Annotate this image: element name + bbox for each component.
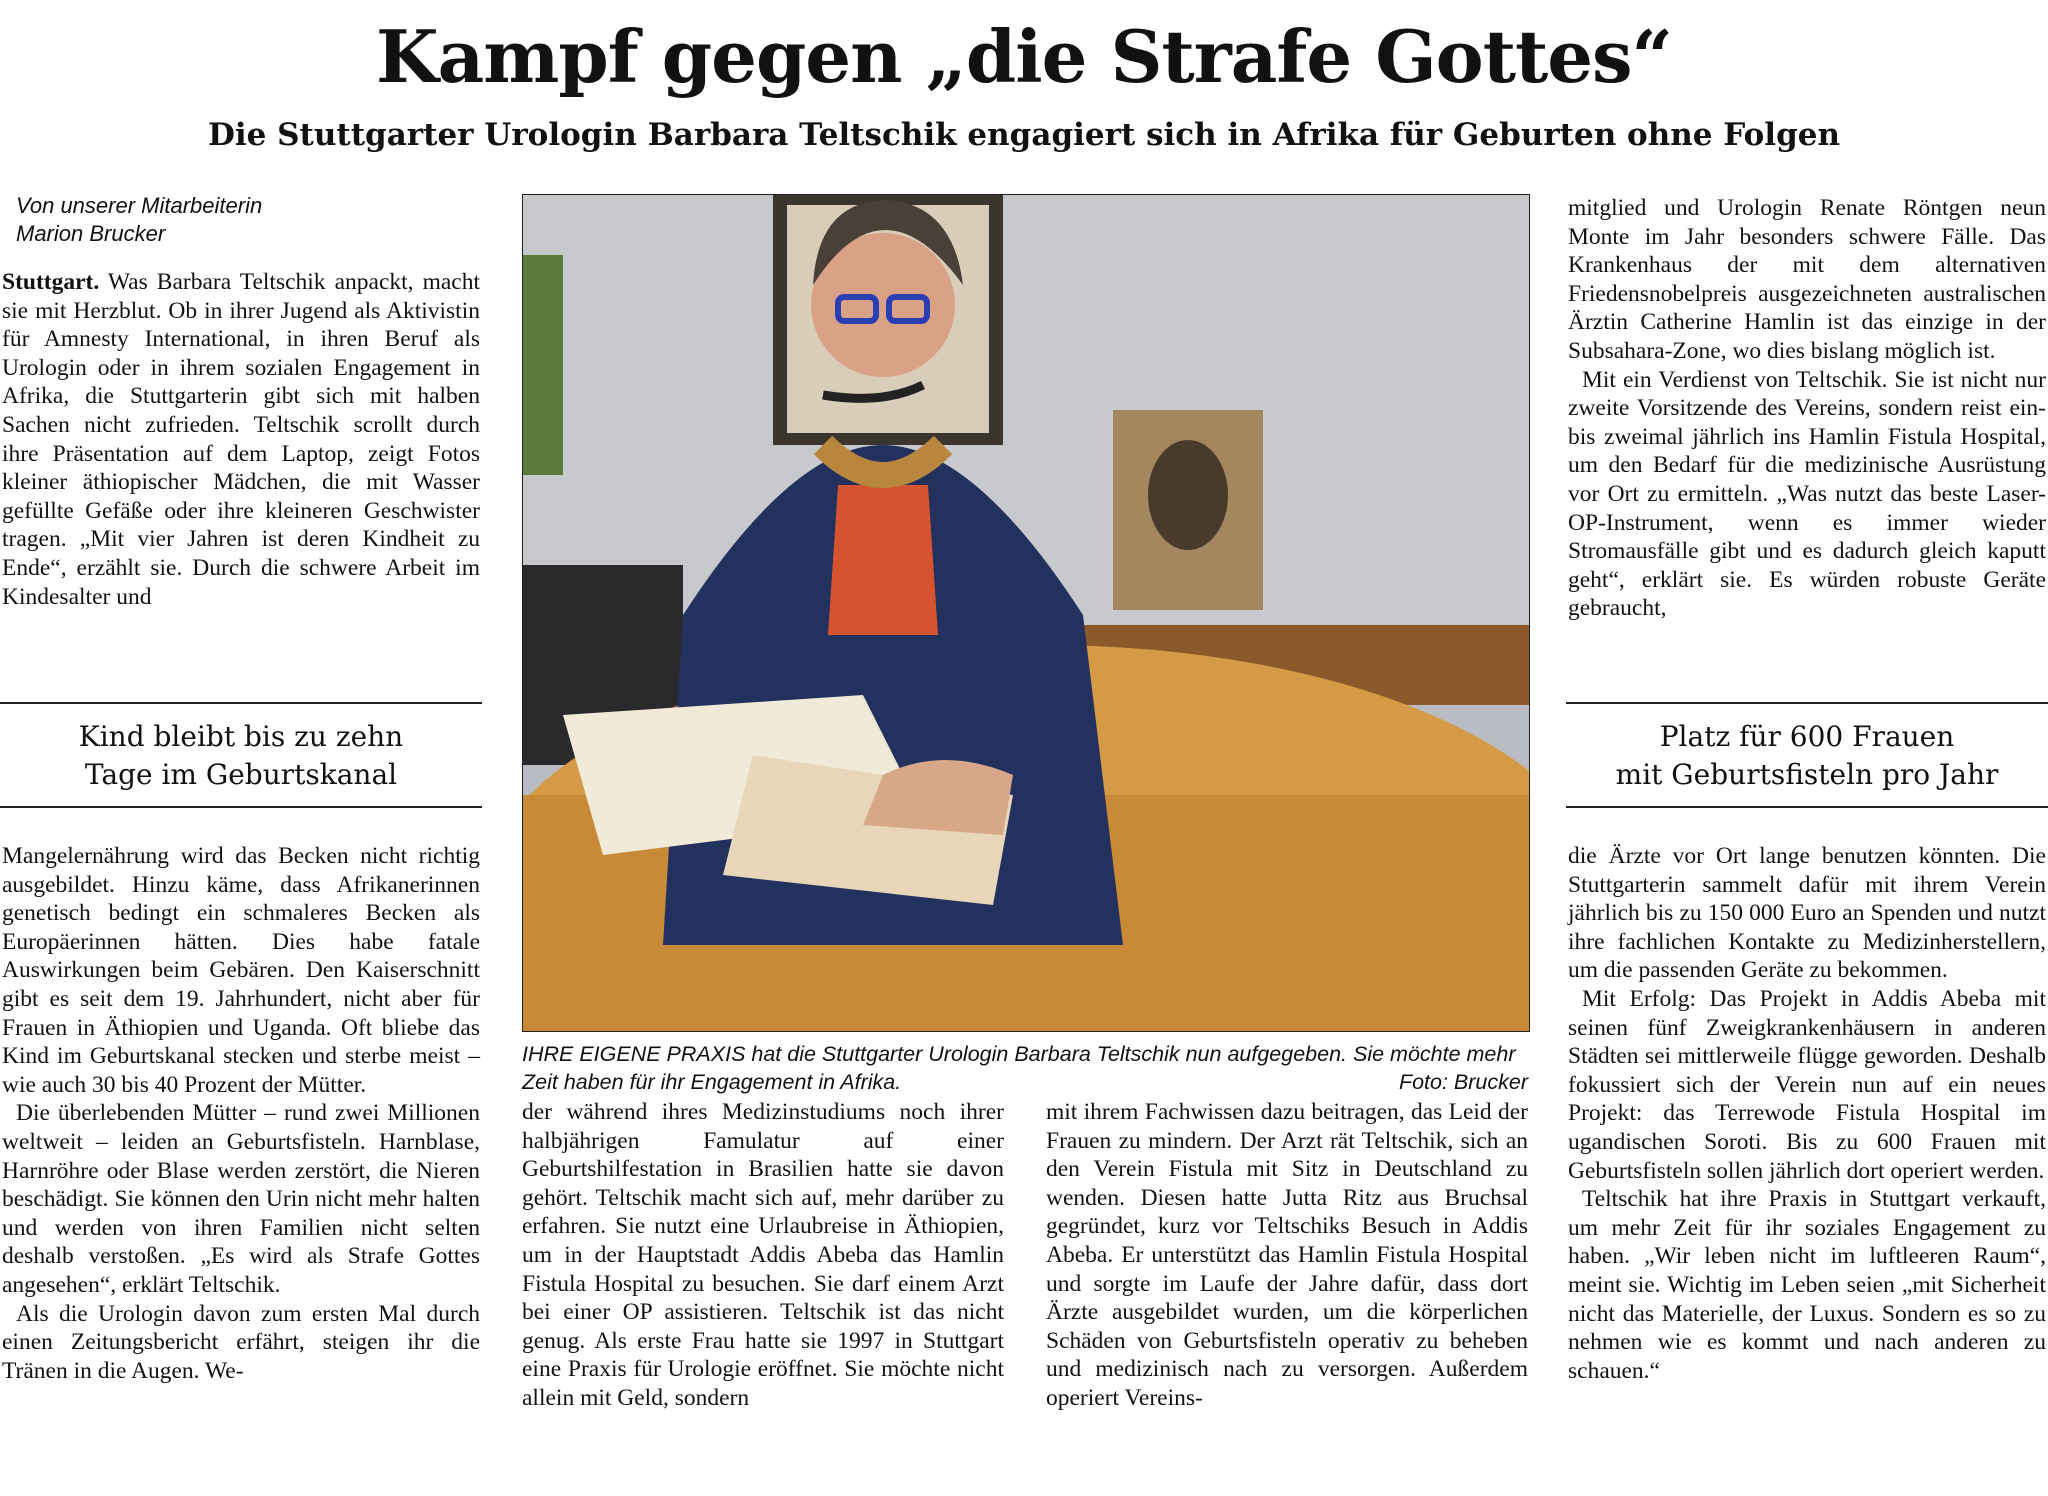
paragraph: mitglied und Urologin Renate Röntgen neun Monte im Jahr besonders schwere Fälle. Das Krankenhaus der mit dem alternativen Friedensnobelpreis ausgezeichneten australischen Ärztin Catherine Hamlin ist das einzige in der Subsahara-Zone, wo dies bislang möglich ist. bbox=[1568, 195, 2046, 364]
column-2 bbox=[522, 1098, 1004, 1413]
interhead-2 bbox=[1566, 702, 2048, 808]
paragraph: Mangelernährung wird das Becken nicht richtig ausgebildet. Hinzu käme, dass Afrikanerinnen genetisch bedingt ein schmaleres Becken als Europäerinnen hätten. Dies habe fatale Auswirkungen beim Gebären. Den Kaiserschnitt gibt es seit dem 19. Jahrhundert, nicht aber für Frauen in Äthiopien und Uganda. Oft bliebe das Kind im Geburtskanal stecken und sterbe meist – wie auch 30 bis 40 Prozent der Mütter. bbox=[2, 843, 480, 1098]
interhead-1-line-1: Kind bleibt bis zu zehn bbox=[78, 720, 404, 753]
photo-illustration bbox=[523, 195, 1529, 1031]
paragraph: Mit ein Verdienst von Teltschik. Sie ist nicht nur zweite Vorsitzende des Vereins, sondern reist ein- bis zweimal jährlich ins Hamlin Fistula Hospital, um den Bedarf für die medizinische Ausrüstung vor Ort zu ermitteln. „Was nutzt das beste Laser-OP-Instrument, wenn es immer wieder Stromausfälle gibt und es dadurch gleich kaputt geht“, erklärt sie. Es würden robuste Geräte gebraucht, bbox=[1568, 366, 2046, 622]
paragraph: der während ihres Medizinstudiums noch ihrer halbjährigen Famulatur auf einer Geburtshilfestation in Brasilien hatte sie davon gehört. Teltschik macht sich auf, mehr darüber zu erfahren. Sie nutzt eine Urlaubreise in Äthiopien, um in der Hauptstadt Addis Abeba das Hamlin Fistula Hospital zu besuchen. Sie darf einem Arzt bei einer OP assistieren. Teltschik ist das nicht genug. Als erste Frau hatte sie 1997 in Stuttgart eine Praxis für Urologie eröffnet. Sie möchte nicht allein mit Geld, sondern bbox=[522, 1099, 1004, 1411]
interhead-2-line-1: Platz für 600 Frauen bbox=[1659, 720, 1955, 753]
byline-line-1: Von unserer Mitarbeiterin bbox=[16, 193, 263, 218]
paragraph: Teltschik hat ihre Praxis in Stuttgart verkauft, um mehr Zeit für ihr soziales Engagement zu haben. „Wir leben nicht im luftleeren Raum“, meint sie. Wichtig im Leben seien „mit Sicherheit nicht das Materielle, der Luxus. Sondern es so zu nehmen wie es kommt und nach anderen zu schauen.“ bbox=[1568, 1186, 2046, 1384]
paragraph: mit ihrem Fachwissen dazu beitragen, das Leid der Frauen zu mindern. Der Arzt rät Teltschik, sich an den Verein Fistula mit Sitz in Deutschland zu wenden. Diesen hatte Jutta Ritz aus Bruchsal gegründet, kurz vor Teltschiks Besuch in Addis Abeba. Er unterstützt das Hamlin Fistula Hospital und sorgte im Laufe der Jahre dafür, dass dort Ärzte ausgebildet wurden, um die körperlichen Schäden von Geburtsfisteln operativ zu beheben und medizinisch nach zu versorgen. Außerdem operiert Vereins- bbox=[1046, 1099, 1528, 1411]
byline bbox=[16, 192, 262, 248]
paragraph: Als die Urologin davon zum ersten Mal durch einen Zeitungsbericht erfährt, steigen ihr die Tränen in die Augen. We- bbox=[2, 1300, 480, 1384]
byline-line-2: Marion Brucker bbox=[16, 221, 166, 246]
intro-text: Was Barbara Teltschik anpackt, macht sie mit Herzblut. Ob in ihrer Jugend als Aktivistin für Amnesty International, in ihren Beruf als Urologin oder in ihrem sozialen Engagement in Afrika, die Stuttgarterin gibt sich mit halben Sachen nicht zufrieden. Teltschik scrollt durch ihre Präsentation auf dem Laptop, zeigt Fotos kleiner äthiopischer Mädchen, die mit Wasser gefüllte Gefäße oder ihre kleineren Geschwister tragen. „Mit vier Jahren ist deren Kindheit zu Ende“, erzählt sie. Durch die schwere Arbeit im Kindesalter und bbox=[2, 269, 480, 610]
interhead-1-line-2: Tage im Geburtskanal bbox=[84, 758, 398, 791]
column-4-top bbox=[1568, 194, 2046, 623]
article-photo bbox=[522, 194, 1530, 1032]
intro-paragraph bbox=[2, 268, 480, 611]
paragraph: Die überlebenden Mütter – rund zwei Millionen weltweit – leiden an Geburtsfisteln. Harnblase, Harnröhre oder Blase werden zerstört, die Nieren beschädigt. Sie können den Urin nicht mehr halten und werden von ihren Familien nicht selten deshalb verstoßen. „Es wird als Strafe Gottes angesehen“, erklärt Teltschik. bbox=[2, 1100, 480, 1298]
column-4-body bbox=[1568, 842, 2046, 1385]
interhead-2-line-2: mit Geburtsfisteln pro Jahr bbox=[1615, 758, 1999, 791]
headline: Kampf gegen „die Strafe Gottes“ bbox=[376, 14, 1672, 99]
interhead-1 bbox=[0, 702, 482, 808]
paragraph: die Ärzte vor Ort lange benutzen könnten. Die Stuttgarterin sammelt dafür mit ihrem Verein jährlich bis zu 150 000 Euro an Spenden und nutzt ihre fachlichen Kontakte zu Medizinherstellern, um die passenden Geräte zu bekommen. bbox=[1568, 843, 2046, 984]
dateline: Stuttgart. bbox=[2, 269, 100, 295]
column-1-intro bbox=[2, 268, 480, 611]
subheadline: Die Stuttgarter Urologin Barbara Teltschik engagiert sich in Afrika für Geburten ohne Folgen bbox=[207, 117, 1841, 153]
photo-caption bbox=[522, 1040, 1528, 1096]
column-1-body bbox=[2, 842, 480, 1385]
column-3 bbox=[1046, 1098, 1528, 1413]
photo-credit: Foto: Brucker bbox=[1398, 1070, 1528, 1094]
caption-text: IHRE EIGENE PRAXIS hat die Stuttgarter Urologin Barbara Teltschik nun aufgegeben. Sie möchte mehr Zeit haben für ihr Engagement in Afrika. bbox=[522, 1042, 1516, 1094]
paragraph: Mit Erfolg: Das Projekt in Addis Abeba mit seinen fünf Zweigkrankenhäusern in anderen Städten sei mittlerweile flügge geworden. Deshalb fokussiert sich der Verein nun auf ein neues Projekt: das Terrewode Fistula Hospital im ugandischen Soroti. Bis zu 600 Frauen mit Geburtsfisteln sollen jährlich dort operiert werden. bbox=[1568, 985, 2046, 1184]
